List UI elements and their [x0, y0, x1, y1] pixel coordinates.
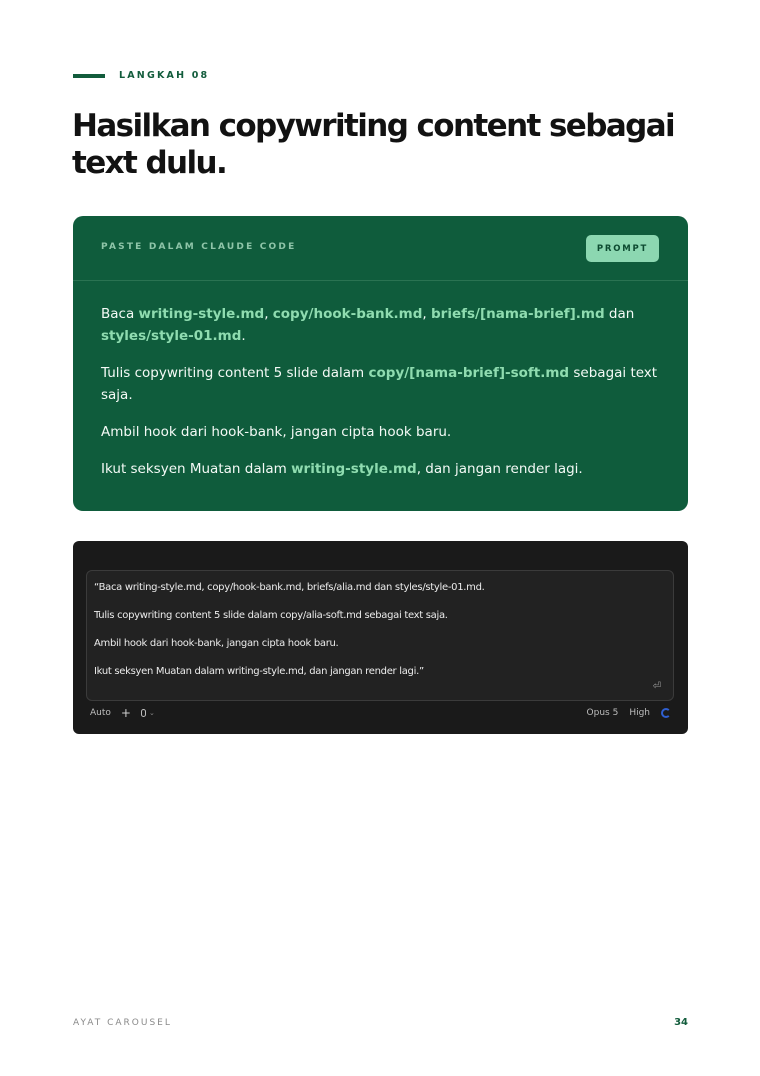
prompt-paragraph-4 [101, 458, 666, 480]
prompt-text: Ikut seksyen Muatan dalam [101, 461, 292, 477]
effort-selector[interactable]: High [629, 708, 650, 718]
prompt-text: , dan jangan render lagi. [416, 461, 583, 477]
file-name-highlight: copy/hook-bank.md [272, 306, 423, 322]
prompt-text: , [422, 306, 432, 322]
prompt-input-text [94, 581, 664, 693]
terminal-line: Ikut seksyen Muatan dalam writing-style.md, dan jangan render lagi.” [94, 666, 424, 677]
step-indicator [73, 70, 209, 81]
prompt-paragraph-1 [101, 303, 666, 347]
terminal-line: “Baca writing-style.md, copy/hook-bank.md, briefs/alia.md dan styles/style-01.md. [94, 582, 485, 593]
page-number: 34 [674, 1017, 688, 1028]
progress-ring-icon [661, 708, 671, 718]
prompt-text: dan [604, 306, 635, 322]
prompt-text: . [241, 328, 246, 344]
prompt-paragraph-2 [101, 362, 666, 406]
file-name-highlight: writing-style.md [138, 306, 265, 322]
mic-button[interactable] [141, 709, 155, 717]
file-name-highlight: briefs/[nama-brief].md [431, 306, 605, 322]
mode-selector[interactable]: Auto [90, 708, 111, 718]
chevron-down-icon: ⌄ [148, 709, 155, 717]
page-title: Hasilkan copywriting content sebagai text dulu. [72, 108, 675, 181]
prompt-card-body [101, 303, 666, 495]
terminal-line: Tulis copywriting content 5 slide dalam copy/alia-soft.md sebagai text saja. [94, 610, 448, 621]
file-name-highlight: writing-style.md [291, 461, 417, 477]
prompt-text: sebagai text saja. [101, 365, 658, 403]
prompt-card-header [73, 216, 688, 281]
step-accent-bar [73, 74, 105, 78]
enter-icon[interactable]: ⏎ [652, 681, 661, 692]
plus-icon[interactable]: + [120, 706, 131, 720]
prompt-input-box[interactable] [86, 570, 674, 701]
prompt-text: Tulis copywriting content 5 slide dalam [101, 365, 369, 381]
file-name-highlight: copy/[nama-brief]-soft.md [368, 365, 570, 381]
step-label: LANGKAH 08 [119, 70, 210, 81]
prompt-text: Baca [101, 306, 139, 322]
prompt-card [73, 216, 688, 511]
mic-icon [141, 709, 146, 717]
terminal-toolbar-left [90, 708, 155, 718]
footer-brand: AYAT CAROUSEL [73, 1018, 172, 1028]
prompt-card-header-label: PASTE DALAM CLAUDE CODE [101, 242, 297, 252]
model-selector[interactable]: Opus 5 [586, 708, 619, 718]
claude-code-terminal-screenshot [73, 541, 688, 734]
prompt-text: Ambil hook dari hook-bank, jangan cipta hook baru. [101, 424, 452, 440]
file-name-highlight: styles/style-01.md [101, 328, 242, 344]
prompt-badge: PROMPT [586, 235, 659, 262]
prompt-paragraph-3 [101, 421, 666, 443]
terminal-line: Ambil hook dari hook-bank, jangan cipta hook baru. [94, 638, 339, 649]
prompt-text: , [264, 306, 273, 322]
terminal-toolbar [90, 708, 671, 722]
terminal-toolbar-right [587, 708, 671, 718]
